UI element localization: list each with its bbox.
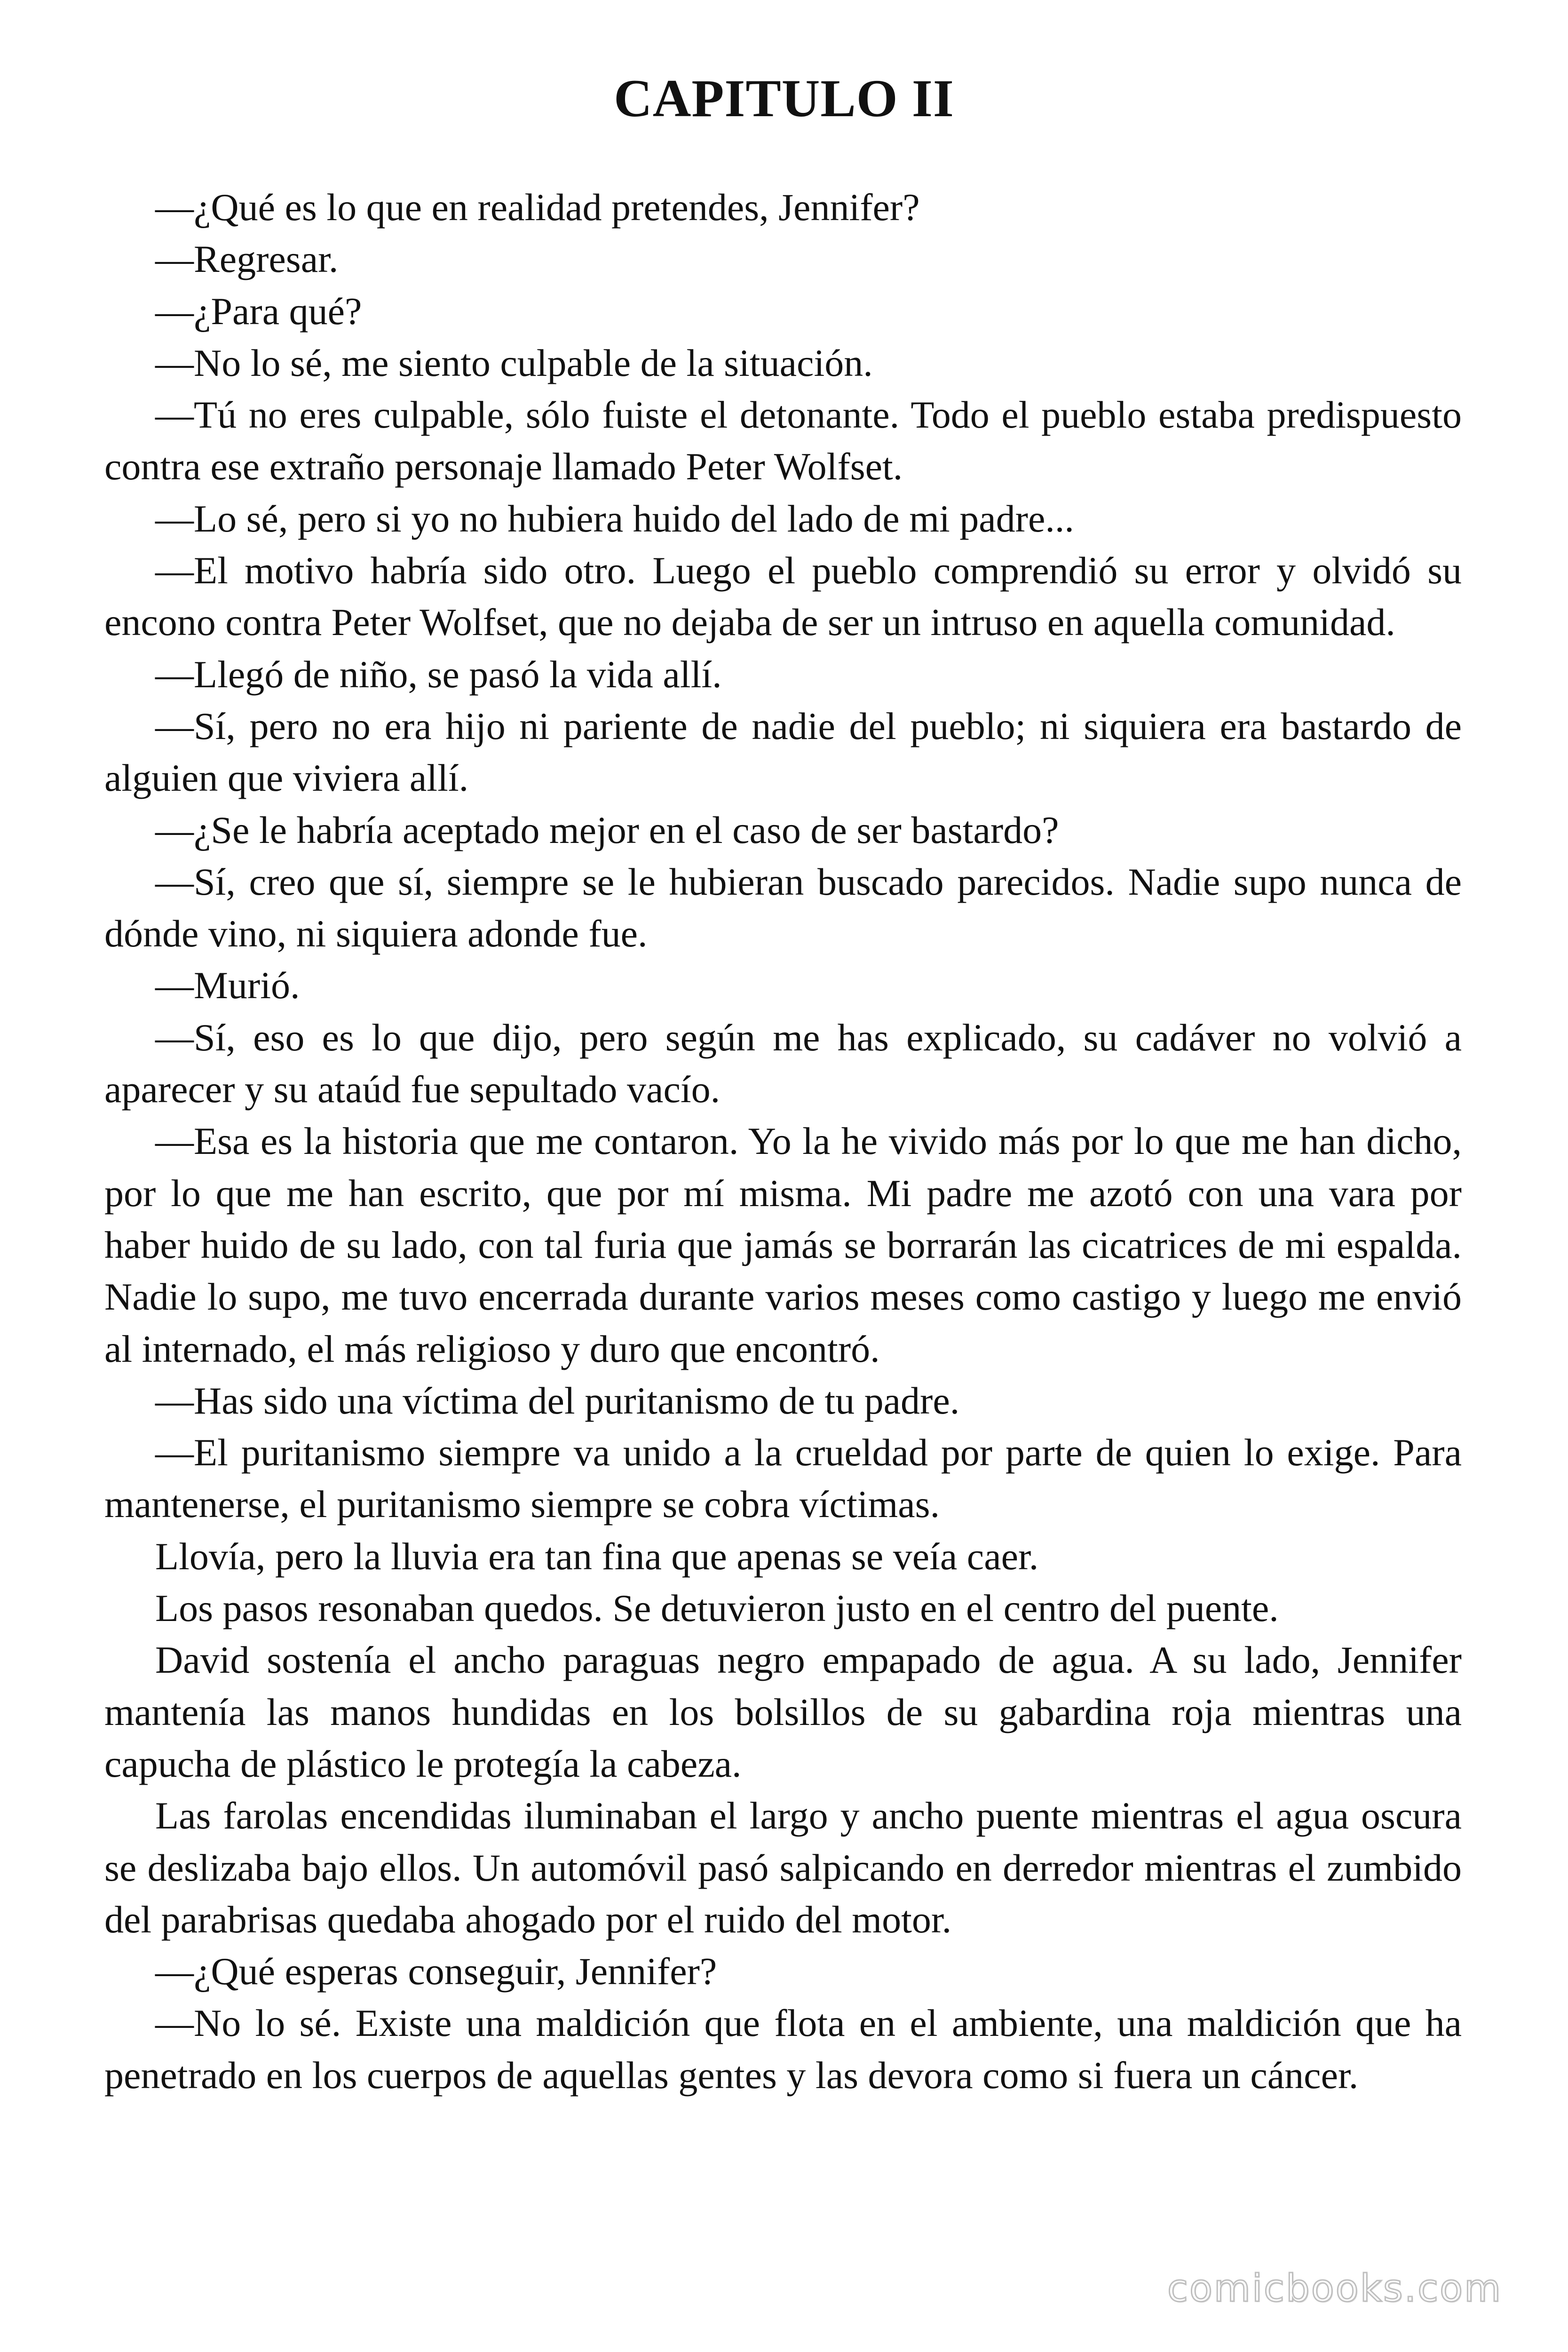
paragraph: —¿Se le habría aceptado mejor en el caso de ser bastardo?: [155, 808, 1059, 851]
paragraph: —Llegó de niño, se pasó la vida allí.: [155, 652, 722, 696]
paragraph: —Sí, pero no era hijo ni pariente de nadie del pueblo; ni siquiera era bastardo de alguien que viviera allí.: [104, 704, 1462, 800]
paragraph: —Lo sé, pero si yo no hubiera huido del lado de mi padre...: [155, 497, 1074, 540]
chapter-title: CAPITULO II: [614, 69, 954, 128]
paragraph: —Esa es la historia que me contaron. Yo la he vivido más por lo que me han dicho, por lo que me han escrito, que por mí misma. Mi padre me azotó con una vara por haber huido de su lado, con tal furia que jamás se borrarán las cicatrices de mi espalda. Nadie lo supo, me tuvo encerrada durante varios meses como castigo y luego me envió al internado, el más religioso y duro que encontró.: [104, 1120, 1462, 1370]
paragraph: —¿Qué es lo que en realidad pretendes, Jennifer?: [155, 186, 920, 229]
paragraph: —Regresar.: [155, 238, 339, 281]
body-text: [104, 182, 1462, 2101]
paragraph: —Sí, creo que sí, siempre se le hubieran buscado parecidos. Nadie supo nunca de dónde vino, ni siquiera adonde fue.: [104, 860, 1462, 955]
paragraph: —No lo sé. Existe una maldición que flota en el ambiente, una maldición que ha penetrado en los cuerpos de aquellas gentes y las devora como si fuera un cáncer.: [104, 2002, 1462, 2097]
paragraph: —El motivo habría sido otro. Luego el pueblo comprendió su error y olvidó su encono contra Peter Wolfset, que no dejaba de ser un intruso en aquella comunidad.: [104, 549, 1462, 644]
paragraph: —¿Qué esperas conseguir, Jennifer?: [155, 1950, 717, 1993]
paragraph: —Murió.: [155, 964, 300, 1007]
paragraph: Los pasos resonaban quedos. Se detuvieron justo en el centro del puente.: [155, 1587, 1279, 1630]
watermark: comicbooks.com: [1167, 2266, 1502, 2310]
paragraph: —¿Para qué?: [155, 289, 362, 333]
paragraph: —Has sido una víctima del puritanismo de tu padre.: [155, 1379, 960, 1422]
paragraph: —No lo sé, me siento culpable de la situación.: [155, 341, 873, 384]
paragraph: Llovía, pero la lluvia era tan fina que apenas se veía caer.: [155, 1534, 1039, 1578]
paragraph: —El puritanismo siempre va unido a la crueldad por parte de quien lo exige. Para mantenerse, el puritanismo siempre se cobra víctimas.: [104, 1431, 1462, 1526]
paragraph: —Sí, eso es lo que dijo, pero según me has explicado, su cadáver no volvió a aparecer y su ataúd fue sepultado vacío.: [104, 1016, 1462, 1111]
paragraph: —Tú no eres culpable, sólo fuiste el detonante. Todo el pueblo estaba predispuesto contra ese extraño personaje llamado Peter Wolfset.: [104, 393, 1462, 488]
paragraph: David sostenía el ancho paraguas negro empapado de agua. A su lado, Jennifer mantenía las manos hundidas en los bolsillos de su gabardina roja mientras una capucha de plástico le protegía la cabeza.: [104, 1638, 1462, 1785]
paragraph: Las farolas encendidas iluminaban el largo y ancho puente mientras el agua oscura se deslizaba bajo ellos. Un automóvil pasó salpicando en derredor mientras el zumbido del parabrisas quedaba ahogado por el ruido del motor.: [104, 1794, 1462, 1941]
